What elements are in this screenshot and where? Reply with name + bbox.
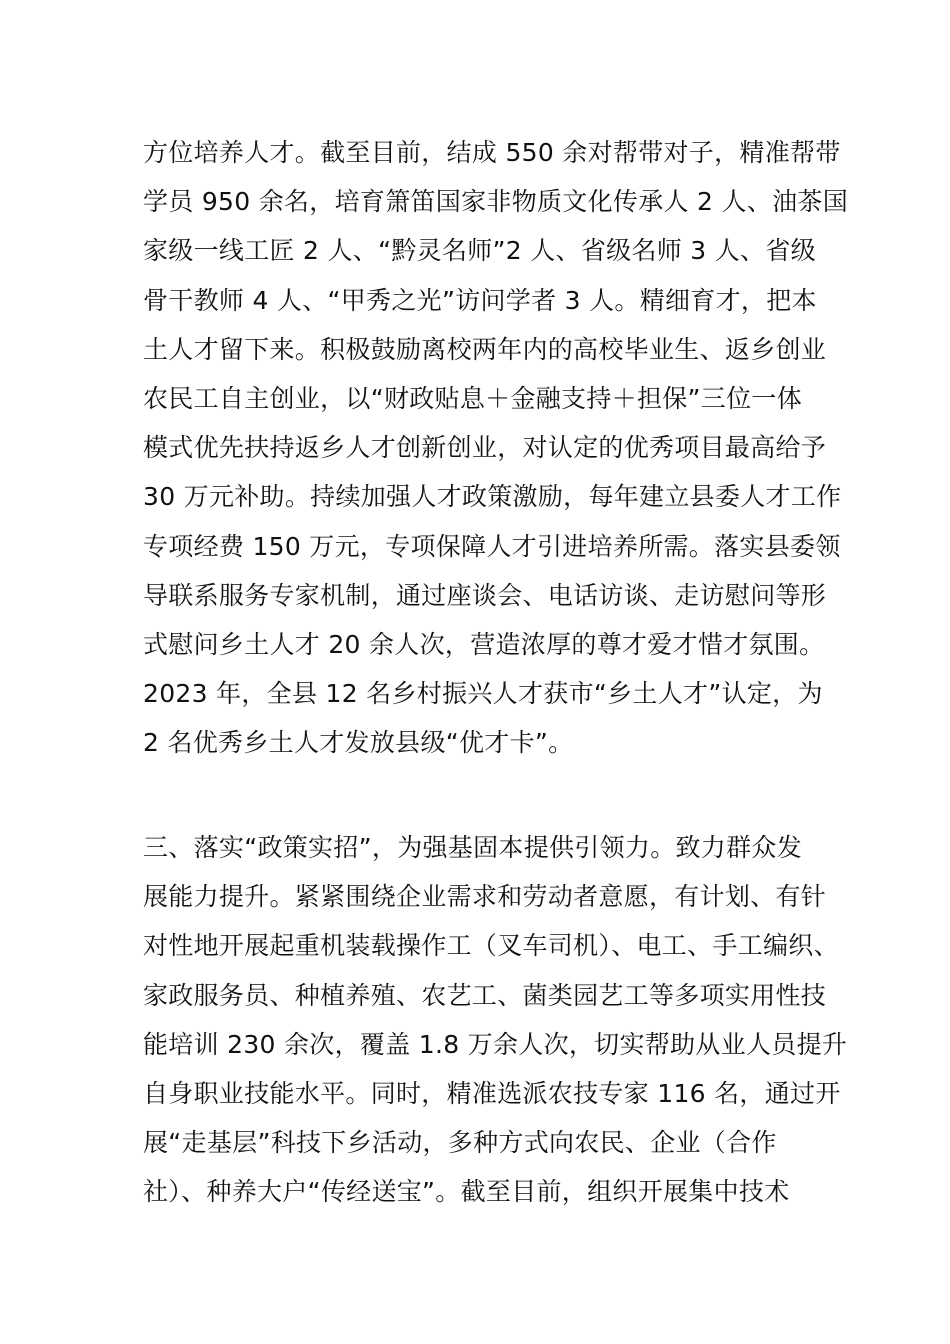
section-heading-line: 三、落实“政策实招”，为强基固本提供引领力。致力群众发 — [143, 833, 803, 862]
text-line: 2 名优秀乡土人才发放县级“优才卡”。 — [143, 728, 574, 758]
text-line: 展“走基层”科技下乡活动，多种方式向农民、企业（合作 — [143, 1128, 777, 1158]
text-line: 30 万元补助。持续加强人才政策激励，每年建立县委人才工作 — [143, 482, 842, 512]
text-line: 能培训 230 余次，覆盖 1.8 万余人次，切实帮助从业人员提升 — [143, 1029, 848, 1059]
text-line: 土人才留下来。积极鼓励离校两年内的高校毕业生、返乡创业 — [143, 334, 827, 364]
text-line: 模式优先扶持返乡人才创新创业，对认定的优秀项目最高给予 — [143, 433, 827, 463]
text-line: 专项经费 150 万元，专项保障人才引进培养所需。落实县委领 — [143, 531, 841, 561]
text-line: 导联系服务专家机制，通过座谈会、电话访谈、走访慰问等形 — [143, 580, 827, 610]
paragraph-talent-cultivation — [143, 128, 849, 767]
text-line: 对性地开展起重机装载操作工（叉车司机）、电工、手工编织、 — [143, 931, 839, 961]
text-line: 自身职业技能水平。同时，精准选派农技专家 116 名，通过开 — [143, 1078, 841, 1108]
paragraph-policy-measures — [143, 823, 848, 1217]
text-line: 展能力提升。紧紧围绕企业需求和劳动者意愿，有计划、有针 — [143, 882, 827, 912]
text-line: 农民工自主创业，以“财政贴息＋金融支持＋担保”三位一体 — [143, 383, 803, 413]
text-line: 学员 950 余名，培育箫笛国家非物质文化传承人 2 人、油茶国 — [143, 187, 849, 217]
text-line: 式慰问乡土人才 20 余人次，营造浓厚的尊才爱才惜才氛围。 — [143, 629, 825, 659]
text-line: 家政服务员、种植养殖、农艺工、菌类园艺工等多项实用性技 — [143, 980, 827, 1010]
text-line: 2023 年，全县 12 名乡村振兴人才获市“乡土人才”认定，为 — [143, 679, 823, 709]
text-line: 方位培养人才。截至目前，结成 550 余对帮带对子，精准帮带 — [143, 138, 841, 167]
text-line: 骨干教师 4 人、“甲秀之光”访问学者 3 人。精细育才，把本 — [143, 285, 817, 315]
text-line: 家级一线工匠 2 人、“黔灵名师”2 人、省级名师 3 人、省级 — [143, 236, 816, 266]
text-line: 社）、种养大户“传经送宝”。截至目前，组织开展集中技术 — [143, 1177, 790, 1207]
